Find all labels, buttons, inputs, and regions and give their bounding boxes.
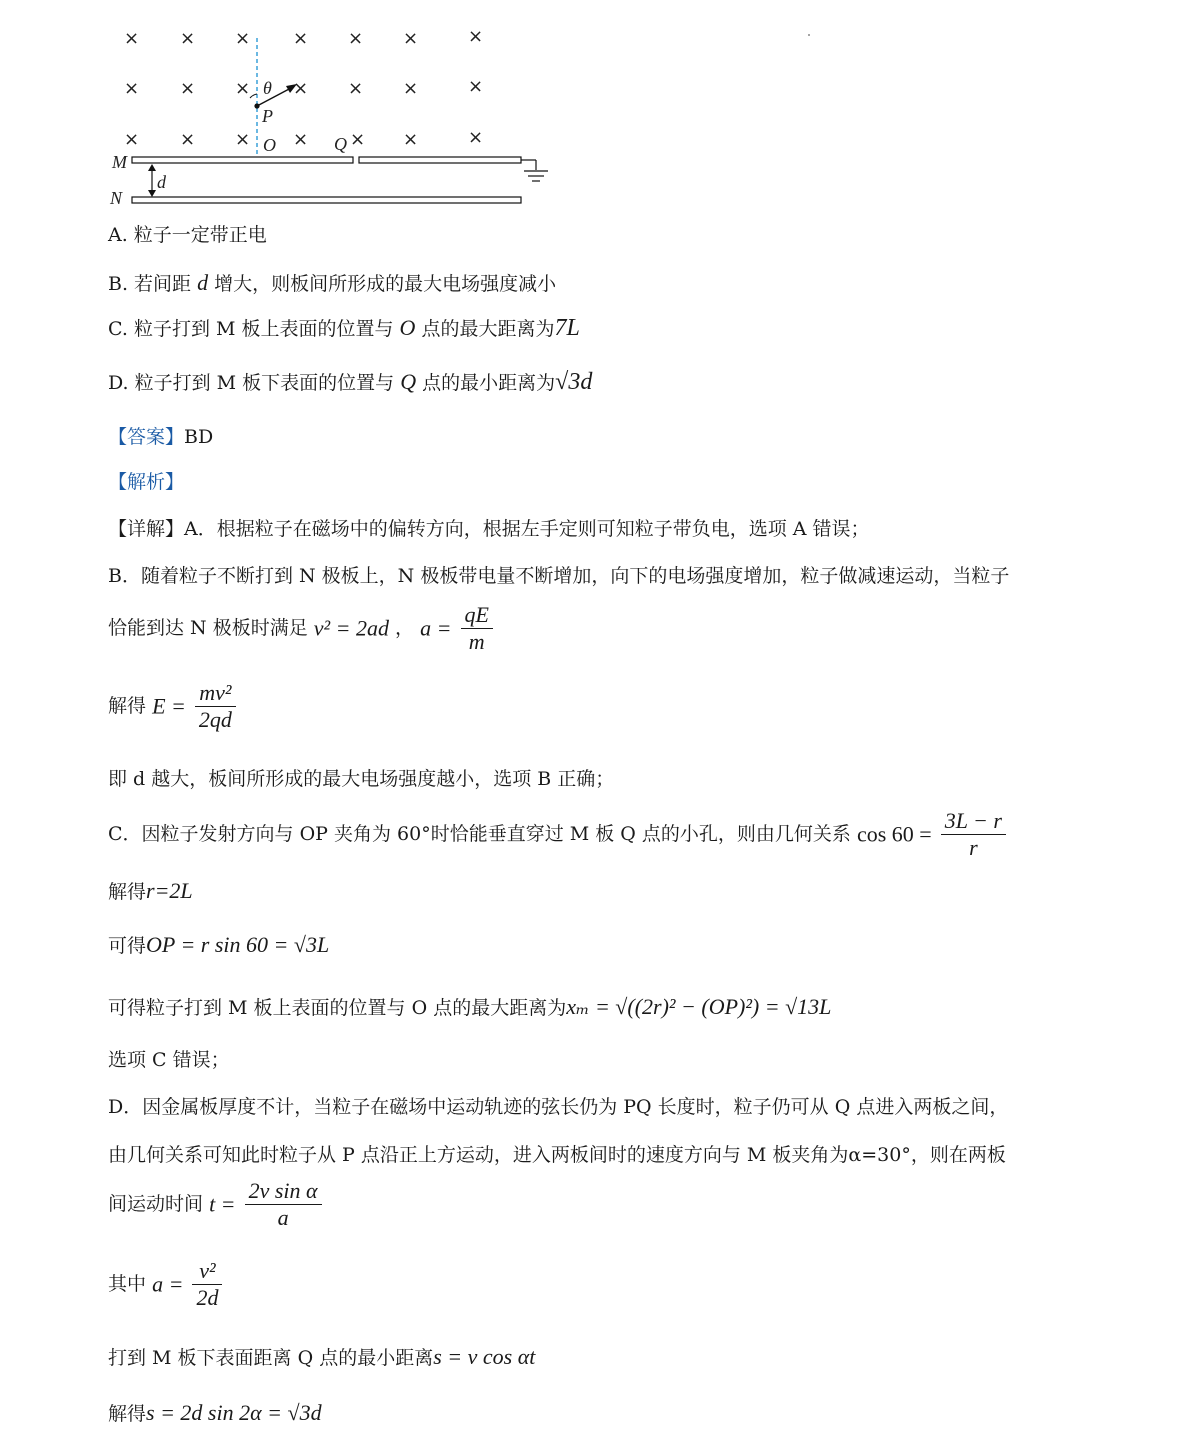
- magnetic-field-figure: [100, 20, 560, 215]
- explain-line-4: 解得 E = $\frac{\text{mv²}}{2qd}$: [108, 680, 239, 733]
- field-crosses: [124, 26, 483, 150]
- plate-m-left: [132, 157, 353, 163]
- explain-line-15: 打到 M 板下表面距离 Q 点的最小距离s = v cos αt: [108, 1344, 536, 1369]
- label-n: N: [110, 188, 123, 208]
- cross-mark: ×: [348, 28, 364, 49]
- cross-mark: ×: [468, 26, 484, 47]
- answer-tag: 【答案】: [108, 426, 185, 448]
- cross-mark: ×: [235, 78, 251, 99]
- cross-mark: ×: [468, 127, 484, 148]
- explain-line-13: 间运动时间 t = $\frac{\text{2v sin α}}{a}$: [108, 1178, 325, 1231]
- explain-line-14: 其中 a = $\frac{\text{v²}}{2d}$: [108, 1258, 225, 1311]
- option-c: C. 粒子打到 M 板上表面的位置与 O 点的最大距离为7L: [108, 315, 580, 341]
- cross-mark: ×: [124, 78, 140, 99]
- option-a: A. 粒子一定带正电: [108, 224, 267, 246]
- explain-line-8: 可得OP = r sin 60 = √3L: [108, 932, 330, 957]
- cross-mark: ×: [180, 28, 196, 49]
- cross-mark: ×: [235, 129, 251, 150]
- answer-value: BD: [184, 426, 214, 448]
- label-theta: θ: [263, 78, 272, 98]
- cross-mark: ×: [403, 78, 419, 99]
- cross-mark: ×: [124, 129, 140, 150]
- explain-line-7: 解得r=2L: [108, 878, 193, 903]
- explain-line-3: 恰能到达 N 极板时满足 v² = 2ad ， a = $\frac{qE}{m}$: [108, 602, 496, 655]
- analysis-tag: 【解析】: [108, 471, 185, 493]
- option-d: D. 粒子打到 M 板下表面的位置与 Q 点的最小距离为√3d: [108, 369, 593, 395]
- cross-mark: ×: [293, 78, 309, 99]
- label-m: M: [112, 152, 127, 172]
- cross-mark: ×: [293, 129, 309, 150]
- label-p: P: [262, 106, 273, 126]
- cross-mark: ×: [403, 129, 419, 150]
- cross-mark: ×: [124, 28, 140, 49]
- label-d: d: [157, 172, 166, 192]
- ground-icon: [521, 160, 548, 181]
- cross-mark: ×: [350, 129, 366, 150]
- angle-arc: [250, 94, 257, 98]
- label-q: Q: [334, 134, 347, 154]
- cross-mark: ×: [403, 28, 419, 49]
- cross-mark: ×: [180, 129, 196, 150]
- explain-line-6: C．因粒子发射方向与 OP 夹角为 60°时恰能垂直穿过 M 板 Q 点的小孔，则由几何关系 cos 60 = $\frac{3L - r}{r}$: [108, 808, 1009, 861]
- explain-line-1: 【详解】A．根据粒子在磁场中的偏转方向，根据左手定则可知粒子带负电，选项 A 错误；: [108, 518, 870, 540]
- explain-line-5: 即 d 越大，板间所形成的最大电场强度越小，选项 B 正确；: [108, 768, 615, 790]
- answer-line: [108, 428, 213, 447]
- plate-n: [132, 197, 521, 203]
- explain-line-12: 由几何关系可知此时粒子从 P 点沿正上方运动，进入两板间时的速度方向与 M 板夹角为α=30°，则在两板: [108, 1144, 1006, 1166]
- cross-mark: ×: [180, 78, 196, 99]
- explain-line-16: 解得s = 2d sin 2α = √3d: [108, 1400, 322, 1425]
- plate-m-right: [359, 157, 521, 163]
- cross-mark: ×: [235, 28, 251, 49]
- cross-mark: ×: [348, 78, 364, 99]
- option-b: B. 若间距 d 增大，则板间所形成的最大电场强度减小: [108, 270, 557, 295]
- explain-line-10: 选项 C 错误；: [108, 1049, 230, 1071]
- speck: [808, 34, 810, 36]
- label-o: O: [263, 135, 276, 155]
- cross-mark: ×: [468, 76, 484, 97]
- explain-line-9: 可得粒子打到 M 板上表面的位置与 O 点的最大距离为xₘ = √((2r)² − (OP)²) = √13L: [108, 994, 832, 1019]
- cross-mark: ×: [293, 28, 309, 49]
- explain-line-11: D．因金属板厚度不计，当粒子在磁场中运动轨迹的弦长仍为 PQ 长度时，粒子仍可从 Q 点进入两板之间，: [108, 1096, 1009, 1118]
- explain-line-2: B．随着粒子不断打到 N 极板上，N 极板带电量不断增加，向下的电场强度增加，粒子做减速运动，当粒子: [108, 565, 1010, 587]
